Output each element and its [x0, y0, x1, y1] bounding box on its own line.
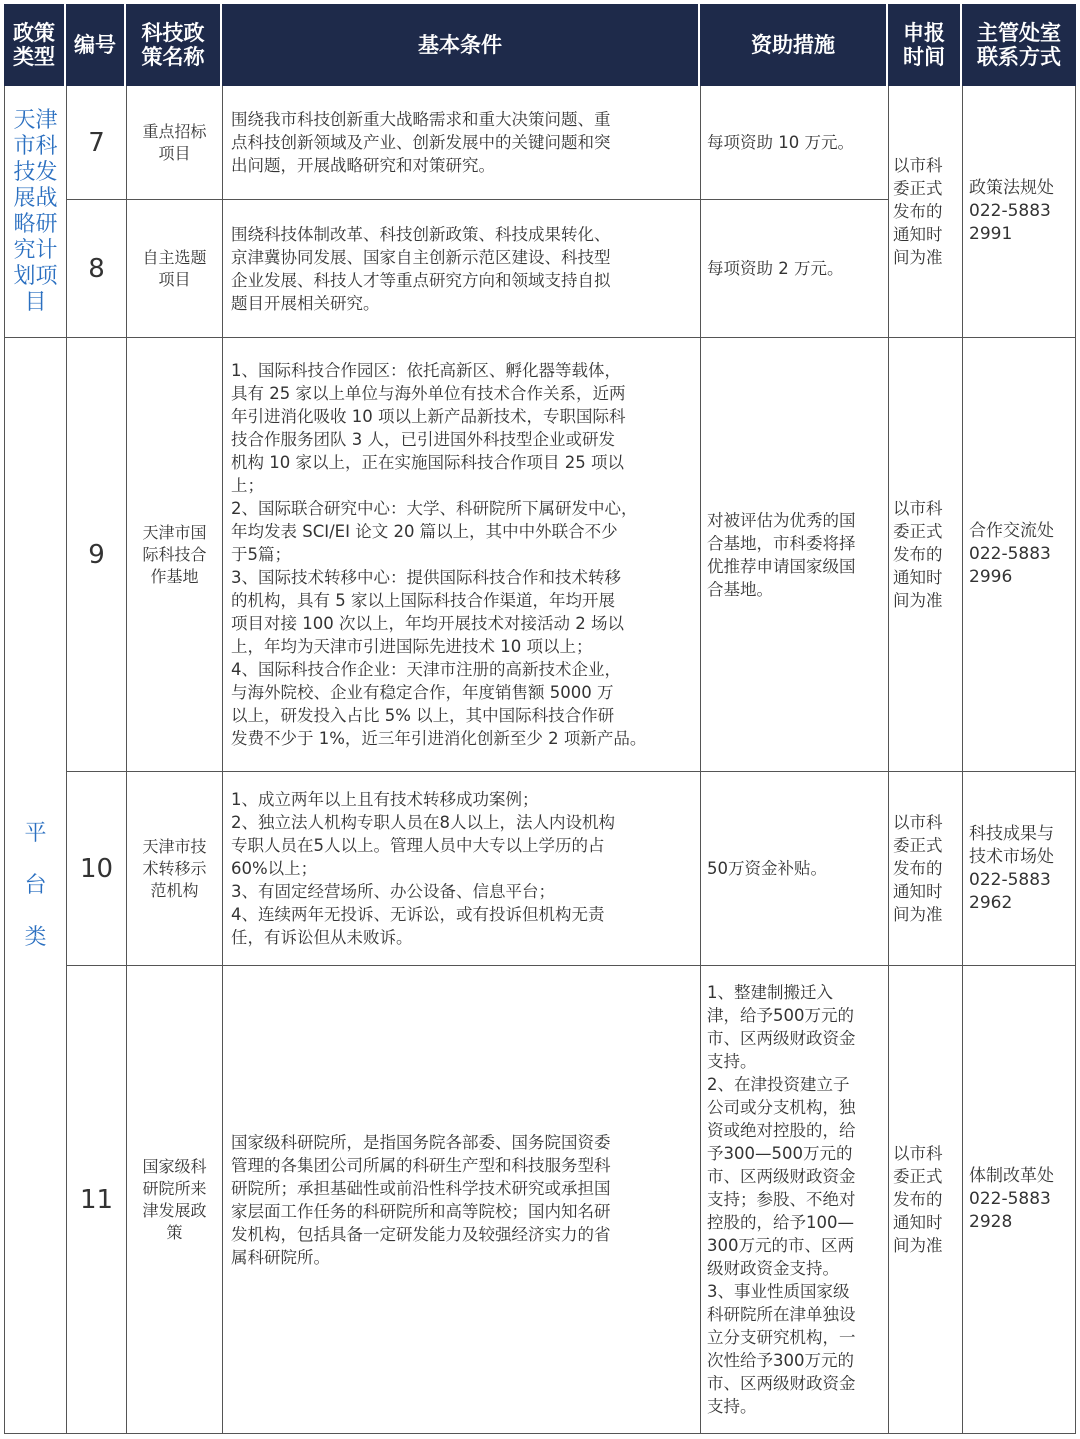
row-11-name: 国家级科 研院所来 津发展政 策	[126, 966, 222, 1434]
row-8-conditions: 围绕科技体制改革、科技创新政策、科技成果转化、 京津冀协同发展、国家自主创新示范区建设、科技型 企业发展、科技人才等重点研究方向和领域支持自拟 题目开展相关研究。	[222, 200, 700, 338]
row-7-funding: 每项资助 10 万元。	[700, 86, 888, 200]
row-10-apply-time: 以市科 委正式 发布的 通知时 间为准	[888, 772, 962, 966]
row-8-funding: 每项资助 2 万元。	[700, 200, 888, 338]
header-funding: 资助措施	[700, 4, 888, 86]
header-contact: 主管处室 联系方式	[962, 4, 1076, 86]
row-8-name: 自主选题 项目	[126, 200, 222, 338]
category-strategy: 天津 市科 技发 展战 略研 究计 划项 目	[4, 86, 66, 338]
policy-table	[4, 4, 1076, 1434]
category-platform: 平 台 类	[4, 338, 66, 1434]
row-11-number: 11	[66, 966, 126, 1434]
row-11-funding: 1、整建制搬迁入 津，给予500万元的 市、区两级财政资金 支持。 2、在津投资建立子 公司或分支机构，独 资或绝对控股的，给 予300—500万元的 市、区两级财政资金 支持；参股、不绝对 控股的，给予100— 300万元的市、区两 级财政资金支持。 3、事业性质国家级 科研院所在津单独设 立分支研究机构，一 次性给予300万元的 市、区两级财政资金 支持。	[700, 966, 888, 1434]
row-10-conditions: 1、成立两年以上且有技术转移成功案例； 2、独立法人机构专职人员在8人以上，法人内设机构 专职人员在5人以上。管理人员中大专以上学历的占 60%以上； 3、有固定经营场所、办公设备、信息平台； 4、连续两年无投诉、无诉讼，或有投诉但机构无责 任，有诉讼但从未败诉。	[222, 772, 700, 966]
row-8-number: 8	[66, 200, 126, 338]
row-7-conditions: 围绕我市科技创新重大战略需求和重大决策问题、重 点科技创新领域及产业、创新发展中的关键问题和突 出问题，开展战略研究和对策研究。	[222, 86, 700, 200]
row-11-apply-time: 以市科 委正式 发布的 通知时 间为准	[888, 966, 962, 1434]
header-apply-time: 申报 时间	[888, 4, 962, 86]
row-10-contact: 科技成果与 技术市场处 022-5883 2962	[962, 772, 1076, 966]
row-10-name: 天津市技 术转移示 范机构	[126, 772, 222, 966]
row-11-conditions: 国家级科研院所，是指国务院各部委、国务院国资委 管理的各集团公司所属的科研生产型和科技服务型科 研院所；承担基础性或前沿性科学技术研究或承担国 家层面工作任务的科研院所和高等院校；国内知名研 发机构，包括具备一定研发能力及较强经济实力的省 属科研院所。	[222, 966, 700, 1434]
row-9-number: 9	[66, 338, 126, 772]
row-7-name: 重点招标 项目	[126, 86, 222, 200]
row-9-funding: 对被评估为优秀的国 合基地，市科委将择 优推荐申请国家级国 合基地。	[700, 338, 888, 772]
row-7-number: 7	[66, 86, 126, 200]
row-10-funding: 50万资金补贴。	[700, 772, 888, 966]
header-policy-name: 科技政 策名称	[126, 4, 222, 86]
header-number: 编号	[66, 4, 126, 86]
row-9-contact: 合作交流处 022-5883 2996	[962, 338, 1076, 772]
row-9-name: 天津市国 际科技合 作基地	[126, 338, 222, 772]
row-9-apply-time: 以市科 委正式 发布的 通知时 间为准	[888, 338, 962, 772]
strategy-contact: 政策法规处 022-5883 2991	[962, 86, 1076, 338]
row-11-contact: 体制改革处 022-5883 2928	[962, 966, 1076, 1434]
header-policy-type: 政策 类型	[4, 4, 66, 86]
header-conditions: 基本条件	[222, 4, 700, 86]
strategy-apply-time: 以市科 委正式 发布的 通知时 间为准	[888, 86, 962, 338]
row-9-conditions: 1、国际科技合作园区：依托高新区、孵化器等载体， 具有 25 家以上单位与海外单位有技术合作关系，近两 年引进消化吸收 10 项以上新产品新技术，专职国际科 技合作服务团队 3 人，已引进国外科技型企业或研发 机构 10 家以上，正在实施国际科技合作项目 25 项以 上； 2、国际联合研究中心：大学、科研院所下属研发中心， 年均发表 SCI/EI 论文 20 篇以上，其中中外联合不少 于5篇； 3、国际技术转移中心：提供国际科技合作和技术转移 的机构，具有 5 家以上国际科技合作渠道，年均开展 项目对接 100 次以上，年均开展技术对接活动 2 场以 上，年均为天津市引进国际先进技术 10 项以上； 4、国际科技合作企业：天津市注册的高新技术企业， 与海外院校、企业有稳定合作，年度销售额 5000 万 以上，研发投入占比 5% 以上，其中国际科技合作研 发费不少于 1%，近三年引进消化创新至少 2 项新产品。	[222, 338, 700, 772]
row-10-number: 10	[66, 772, 126, 966]
